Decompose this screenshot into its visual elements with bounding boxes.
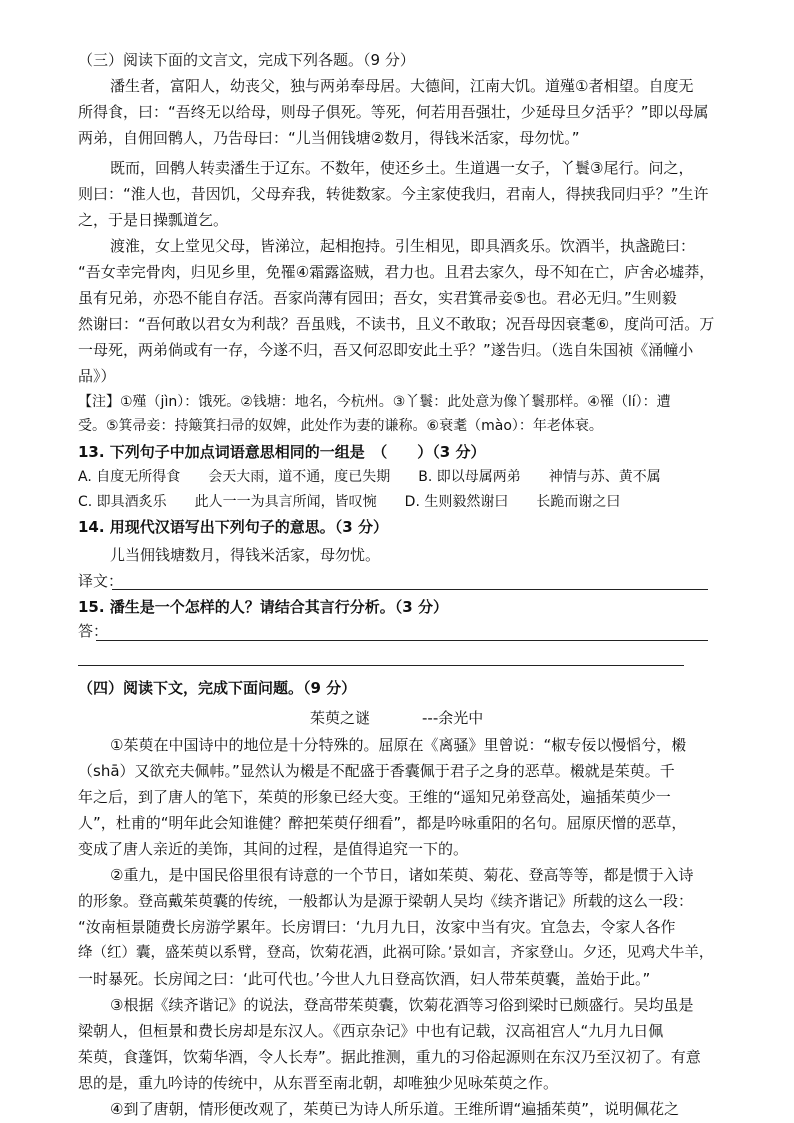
note-line: 【注】①殣（jìn）：饿死。②钱塘：地名，今杭州。③丫鬟：此处意为像丫鬟那样。④罹（lí）：遭 [78, 394, 671, 410]
article-line: ②重九，是中国民俗里很有诗意的一个节日，诸如茱萸、菊花、登高等等，都是惯于入诗 [110, 866, 694, 884]
passage-line: 渡淮，女上堂见父母，皆涕泣，起相抱持。引生相见，即具酒炙乐。饮酒半，执盏跪曰： [110, 237, 696, 255]
answer-label: 答： [78, 622, 109, 640]
article-line: 变成了唐人亲近的美饰，其间的过程，是值得追究一下的。 [78, 840, 469, 858]
article-line: ③根据《续齐谐记》的说法，登高带茱萸囊，饮菊花酒等习俗到梁时已颇盛行。吴均虽是 [110, 996, 694, 1014]
article-line: ①茱萸在中国诗中的地位是十分特殊的。屈原在《离骚》里曾说：“椒专佞以慢慆兮，樧 [110, 736, 687, 754]
article-line: 的形象。登高戴茱萸囊的传统，一般都认为是源于梁朝人吴均《续齐谐记》所载的这么一段： [78, 892, 694, 910]
passage-line: 之，于是日操瓢道乞。 [78, 211, 229, 229]
answer-line[interactable] [78, 665, 684, 666]
article-line: 人”，杜甫的“明年此会知谁健？醉把茱萸仔细看”，都是吟咏重阳的名句。屈原厌憎的恶草， [78, 814, 687, 832]
question-13: 13. 下列句子中加点词语意思相同的一组是 （ ）（3 分） [78, 443, 486, 461]
article-line: ④到了唐朝，情形便改观了，茱萸已为诗人所乐道。王维所谓“遍插茱萸”，说明佩花之 [110, 1100, 679, 1118]
note-line: 受。⑤箕帚妾：持簸箕扫帚的奴婢，此处作为妻的谦称。⑥衰耄（mào）：年老体衰。 [78, 418, 603, 434]
passage-line: 两弟，自佣回鹘人，乃告母曰：“儿当佣钱塘②数月，得钱米活家，母勿忧。” [78, 129, 580, 147]
article-line: 茱萸，食蓬饵，饮菊华酒，令人长寿”。据此推测，重九的习俗起源则在东汉乃至汉初了。有意 [78, 1048, 701, 1066]
passage-line: 潘生者，富阳人，幼丧父，独与两弟奉母居。大德间，江南大饥。道殣①者相望。自度无 [110, 77, 694, 95]
question-14: 14. 用现代汉语写出下列句子的意思。（3 分） [78, 518, 388, 536]
article-line: 思的是，重九吟诗的传统中，从东晋至南北朝，却唯独少见咏茱萸之作。 [78, 1074, 559, 1092]
passage-line: 虽有兄弟，亦恐不能自存活。吾家尚薄有园田；吾女，实君箕帚妾⑤也。君必无归。”生则毅 [78, 289, 677, 307]
article-title: 茱萸之谜 [310, 709, 371, 727]
article-line: “汝南桓景随费长房游学累年。长房谓曰：‘九月九日，汝家中当有灾。宜急去，令家人各作 [78, 918, 676, 936]
translation-answer-line[interactable] [112, 589, 708, 590]
article-line: 绛（红）囊，盛茱萸以系臂，登高，饮菊花酒，此祸可除。’景如言，齐家登山。夕还，见鸡犬牛羊， [78, 945, 714, 961]
passage-line: 所得食，曰：“吾终无以给母，则母子俱死。等死，何若用吾强壮，少延母旦夕活乎？”即以母属 [78, 103, 709, 121]
article-author: ---余光中 [422, 709, 484, 727]
section4-heading: （四）阅读下文，完成下面问题。（9 分） [78, 679, 357, 697]
question-15: 15. 潘生是一个怎样的人？请结合其言行分析。（3 分） [78, 598, 448, 616]
passage-line: 则曰：“淮人也，昔因饥，父母弃我，转徙数家。今主家使我归，君南人，得挟我同归乎？”生许 [78, 185, 709, 203]
question-14-sentence: 儿当佣钱塘数月，得钱米活家，母勿忧。 [110, 546, 381, 564]
question-13-options-ab: A. 自度无所得食 会天大雨，道不通，度已失期 B. 即以母属两弟 神情与苏、黄不属 [78, 469, 661, 485]
passage-line: 一母死，两弟倘或有一存，今遂不归，吾又何忍即安此土乎？”遂告归。（选自朱国祯《涌幢小 [78, 341, 694, 359]
article-line: （shā）又欲充夫佩帏。”显然认为樧是不配盛于香囊佩于君子之身的恶草。樧就是茱萸。千 [78, 762, 675, 780]
article-line: 一时暴死。长房闻之曰：‘此可代也。’今世人九日登高饮酒，妇人带茱萸囊，盖始于此。” [78, 970, 651, 988]
passage-line: 品》） [78, 367, 116, 385]
answer-line[interactable] [96, 640, 708, 641]
passage-line: 既而，回鹘人转卖潘生于辽东。不数年，使还乡土。生道遇一女子，丫鬟③尾行。问之， [110, 159, 694, 177]
translation-label: 译文： [78, 572, 124, 590]
section3-heading: （三）阅读下面的文言文，完成下列各题。（9 分） [78, 51, 415, 69]
article-line: 年之后，到了唐人的笔下，茱萸的形象已经大变。王维的“遥知兄弟登高处，遍插茱萸少一 [78, 788, 671, 806]
passage-line: 然谢曰：“吾何敢以君女为利哉？吾虽贱，不读书，且义不敢取；况吾母因衰耄⑥，度尚可活。万 [78, 315, 715, 333]
passage-line: “吾女幸完骨肉，归见乡里，免罹④霜露盗贼，君力也。且君去家久，母不知在亡，庐舍必墟莽， [78, 263, 715, 281]
article-line: 梁朝人，但桓景和费长房却是东汉人。《西京杂记》中也有记载，汉高祖宫人“九月九日佩 [78, 1022, 664, 1040]
question-13-options-cd: C. 即具酒炙乐 此人一一为具言所闻，皆叹惋 D. 生则毅然谢曰 长跪而谢之曰 [78, 494, 621, 510]
